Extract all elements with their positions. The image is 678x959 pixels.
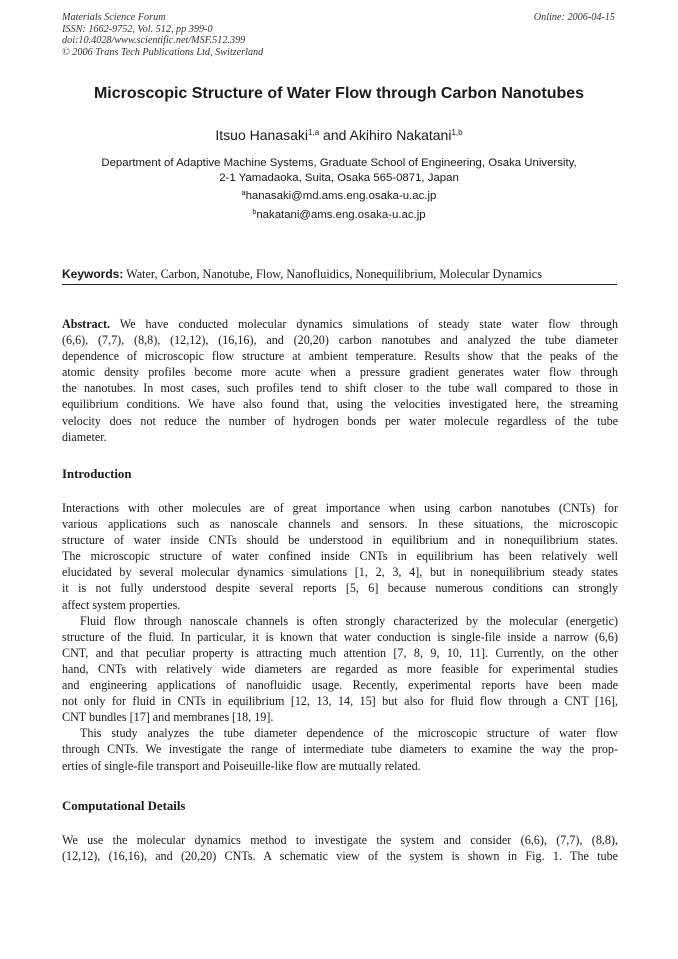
- body-line: not only for fluid in CNTs in equilibrium [12, 13, 14, 15] but also for fluid flow through a CNT [16],: [62, 694, 618, 709]
- online-date: Online: 2006-04-15: [533, 12, 615, 23]
- abstract-line: the nanotubes. In most cases, such profiles tend to shift closer to the tube wall compared to those in: [62, 381, 618, 396]
- abstract-line: [62, 316, 618, 332]
- doi-line: doi:10.4028/www.scientific.net/MSF.512.399: [62, 35, 246, 47]
- body-line: structure of the fluid. In particular, it is known that water conduction is single-file inside a narrow (6,6): [62, 629, 618, 644]
- body-line: affect system properties.: [62, 597, 181, 612]
- introduction-text: [62, 500, 618, 774]
- author-name: Akihiro Nakatani: [349, 127, 452, 143]
- body-line: and engineering applications of nanofluidic usage. Recently, experimental reports have been made: [62, 678, 618, 693]
- author-affiliation-mark: 1,a: [308, 128, 320, 137]
- body-line: erties of single-file transport and Poiseuille-like flow are mutually related.: [62, 758, 421, 773]
- issn-line: ISSN: 1662-9752, Vol. 512, pp 399-0: [62, 23, 213, 35]
- author-line: [40, 124, 638, 144]
- body-line: it is not fully understood despite several reports [5, 6] because numerous conditions can strongly: [62, 581, 618, 596]
- abstract-line: dependence of microscopic flow structure at ambient temperature. Results show that the peaks of the: [62, 349, 618, 364]
- body-line: Fluid flow through nanoscale channels is often strongly characterized by the molecular (energetic): [80, 613, 618, 628]
- email-mark: a: [241, 190, 246, 198]
- affiliation-line: 2-1 Yamadaoka, Suita, Osaka 565-0871, Japan: [219, 172, 459, 185]
- paper-title: Microscopic Structure of Water Flow through Carbon Nanotubes: [93, 85, 585, 102]
- email-line: [40, 186, 638, 204]
- email-address: nakatani@ams.eng.osaka-u.ac.jp: [256, 208, 426, 221]
- keywords-rule: [62, 284, 617, 285]
- email-line: [40, 205, 638, 223]
- email-address: hanasaki@md.ams.eng.osaka-u.ac.jp: [245, 190, 437, 203]
- section-heading-computational-details: Computational Details: [62, 799, 186, 813]
- abstract-paragraph: [62, 316, 618, 445]
- affiliation-block: [40, 156, 638, 223]
- abstract-line: (6,6), (7,7), (8,8), (12,12), (16,16), and (20,20) carbon nanotubes and analyzed the tube diameter: [62, 333, 618, 348]
- author-connector: and: [319, 127, 350, 143]
- body-line: elucidated by several molecular dynamics simulations [1, 2, 3, 4], but in nonequilibrium steady states: [62, 565, 618, 580]
- copyright-line: © 2006 Trans Tech Publications Ltd, Switzerland: [62, 46, 264, 58]
- affiliation-line: Department of Adaptive Machine Systems, Graduate School of Engineering, Osaka University,: [101, 157, 577, 169]
- keywords-label: Keywords:: [62, 267, 124, 281]
- author-name: Itsuo Hanasaki: [215, 127, 309, 143]
- body-line: various applications such as nanoscale channels and sensors. In these situations, the microscopic: [62, 517, 618, 532]
- body-line: This study analyzes the tube diameter dependence of the microscopic structure of water flow: [80, 726, 618, 741]
- journal-name: Materials Science Forum: [62, 12, 166, 23]
- body-line: The microscopic structure of water confined inside CNTs in equilibrium has been relatively well: [62, 549, 618, 564]
- computational-text: [62, 832, 618, 864]
- abstract-line: atomic density profiles become more acute when a pressure gradient generates water flow through: [62, 365, 618, 380]
- keywords-line: [62, 266, 622, 282]
- body-line: CNT bundles [17] and membranes [18, 19].: [62, 710, 274, 725]
- body-line: (12,12), (16,16), and (20,20) CNTs. A schematic view of the system is shown in Fig. 1. The tube: [62, 849, 618, 864]
- abstract-line: velocity does not reduce the number of hydrogen bonds per water molecule regardless of the tube: [62, 413, 618, 428]
- section-heading-introduction: Introduction: [62, 467, 132, 481]
- keywords-text: Water, Carbon, Nanotube, Flow, Nanofluidics, Nonequilibrium, Molecular Dynamics: [123, 267, 542, 281]
- body-line: through CNTs. We investigate the range of intermediate tube diameters to examine the way the prop-: [62, 742, 618, 757]
- body-line: hand, CNTs with relatively wide diameters are regarded as more feasible for experimental studies: [62, 661, 618, 676]
- body-line: structure of water inside CNTs should be understood in equilibrium and in nonequilibrium states.: [62, 533, 618, 548]
- abstract-line: equilibrium conditions. We have also found that, using the velocities investigated here, the streaming: [62, 397, 618, 412]
- journal-metadata: [62, 12, 263, 58]
- body-line: CNT, and that peculiar property is attracting much attention [7, 8, 9, 10, 11]. Currently, on the other: [62, 645, 618, 660]
- body-line: Interactions with other molecules are of great importance when using carbon nanotubes (CNTs) for: [62, 501, 618, 515]
- author-affiliation-mark: 1,b: [451, 128, 463, 137]
- abstract-label: Abstract.: [62, 317, 111, 331]
- body-line: We use the molecular dynamics method to investigate the system and consider (6,6), (7,7), (8,8),: [62, 833, 618, 847]
- email-mark: b: [252, 208, 257, 216]
- abstract-line: diameter.: [62, 429, 107, 444]
- abstract-text: We have conducted molecular dynamics simulations of steady state water flow through: [110, 317, 618, 331]
